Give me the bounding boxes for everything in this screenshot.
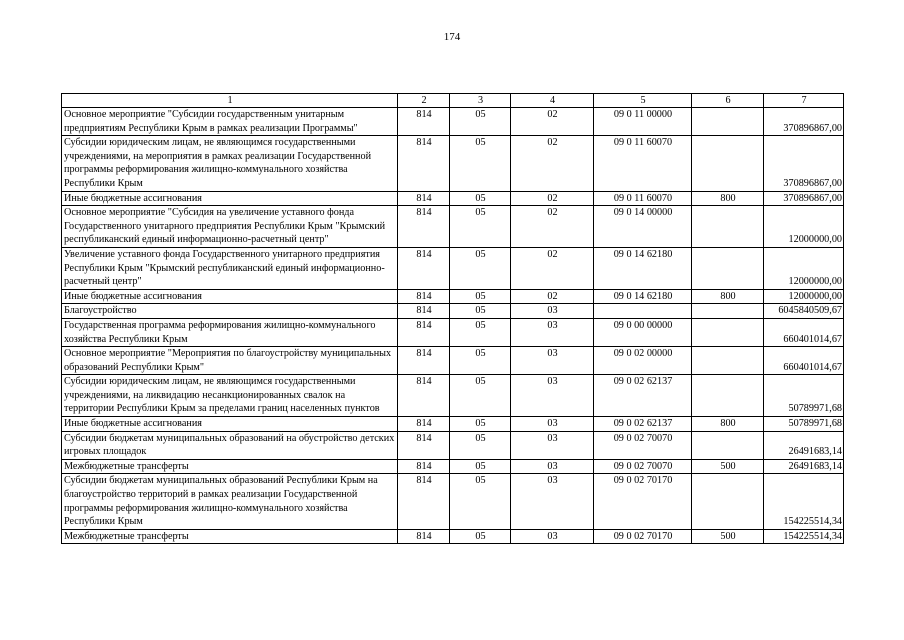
row-amount-cell: 660401014,67 bbox=[764, 347, 844, 375]
row-section-cell: 05 bbox=[450, 247, 511, 289]
header-row bbox=[62, 94, 844, 108]
row-admin-code-cell: 814 bbox=[398, 347, 450, 375]
row-section-cell: 05 bbox=[450, 191, 511, 206]
row-target-code-cell bbox=[594, 304, 692, 319]
row-name-cell: Иные бюджетные ассигнования bbox=[62, 289, 398, 304]
row-section-cell: 05 bbox=[450, 347, 511, 375]
row-subsection-cell: 02 bbox=[511, 289, 594, 304]
header-cell-1: 1 bbox=[62, 94, 398, 108]
header-cell-3: 3 bbox=[450, 94, 511, 108]
row-amount-cell: 26491683,14 bbox=[764, 431, 844, 459]
row-amount-cell: 50789971,68 bbox=[764, 417, 844, 432]
row-name-cell: Иные бюджетные ассигнования bbox=[62, 191, 398, 206]
row-name-cell: Благоустройство bbox=[62, 304, 398, 319]
page-number: 174 bbox=[443, 31, 461, 43]
row-subsection-cell: 03 bbox=[511, 459, 594, 474]
row-section-cell: 05 bbox=[450, 318, 511, 346]
table-row bbox=[62, 459, 844, 474]
row-subsection-cell: 02 bbox=[511, 191, 594, 206]
row-subsection-cell: 02 bbox=[511, 206, 594, 248]
row-expense-type-cell bbox=[692, 247, 764, 289]
row-subsection-cell: 03 bbox=[511, 417, 594, 432]
row-admin-code-cell: 814 bbox=[398, 289, 450, 304]
row-amount-cell: 154225514,34 bbox=[764, 529, 844, 544]
row-expense-type-cell bbox=[692, 347, 764, 375]
row-amount-cell: 154225514,34 bbox=[764, 474, 844, 529]
row-section-cell: 05 bbox=[450, 289, 511, 304]
row-admin-code-cell: 814 bbox=[398, 529, 450, 544]
row-name-cell: Основное мероприятие "Мероприятия по благоустройству муниципальных образований Республики Крым" bbox=[62, 347, 398, 375]
row-section-cell: 05 bbox=[450, 431, 511, 459]
row-admin-code-cell: 814 bbox=[398, 417, 450, 432]
row-target-code-cell: 09 0 02 62137 bbox=[594, 417, 692, 432]
table-row bbox=[62, 191, 844, 206]
row-amount-cell: 370896867,00 bbox=[764, 191, 844, 206]
row-amount-cell: 6045840509,67 bbox=[764, 304, 844, 319]
row-admin-code-cell: 814 bbox=[398, 431, 450, 459]
header-cell-7: 7 bbox=[764, 94, 844, 108]
row-subsection-cell: 02 bbox=[511, 136, 594, 191]
row-target-code-cell: 09 0 02 70170 bbox=[594, 474, 692, 529]
row-name-cell: Межбюджетные трансферты bbox=[62, 459, 398, 474]
header-cell-4: 4 bbox=[511, 94, 594, 108]
row-admin-code-cell: 814 bbox=[398, 108, 450, 136]
row-name-cell: Субсидии юридическим лицам, не являющимся государственными учреждениями, на ликвидацию несанкционированных свалок на территории Республики Крым за пределами границ населенных пунктов bbox=[62, 375, 398, 417]
budget-table bbox=[61, 93, 844, 544]
row-admin-code-cell: 814 bbox=[398, 304, 450, 319]
row-expense-type-cell: 800 bbox=[692, 191, 764, 206]
row-section-cell: 05 bbox=[450, 206, 511, 248]
table-row bbox=[62, 289, 844, 304]
row-expense-type-cell bbox=[692, 431, 764, 459]
row-target-code-cell: 09 0 02 62137 bbox=[594, 375, 692, 417]
row-expense-type-cell bbox=[692, 474, 764, 529]
table-row bbox=[62, 375, 844, 417]
table-row bbox=[62, 474, 844, 529]
table-row bbox=[62, 318, 844, 346]
row-target-code-cell: 09 0 11 60070 bbox=[594, 136, 692, 191]
table-row bbox=[62, 417, 844, 432]
row-admin-code-cell: 814 bbox=[398, 375, 450, 417]
row-section-cell: 05 bbox=[450, 108, 511, 136]
row-name-cell: Увеличение уставного фонда Государственного унитарного предприятия Республики Крым "Крымский республиканский единый информационно-расчетный центр" bbox=[62, 247, 398, 289]
table-row bbox=[62, 431, 844, 459]
row-admin-code-cell: 814 bbox=[398, 136, 450, 191]
row-amount-cell: 370896867,00 bbox=[764, 136, 844, 191]
row-admin-code-cell: 814 bbox=[398, 247, 450, 289]
row-target-code-cell: 09 0 02 00000 bbox=[594, 347, 692, 375]
row-name-cell: Иные бюджетные ассигнования bbox=[62, 417, 398, 432]
row-name-cell: Межбюджетные трансферты bbox=[62, 529, 398, 544]
row-target-code-cell: 09 0 02 70070 bbox=[594, 431, 692, 459]
row-subsection-cell: 03 bbox=[511, 474, 594, 529]
row-target-code-cell: 09 0 11 60070 bbox=[594, 191, 692, 206]
row-amount-cell: 26491683,14 bbox=[764, 459, 844, 474]
row-admin-code-cell: 814 bbox=[398, 191, 450, 206]
row-subsection-cell: 03 bbox=[511, 431, 594, 459]
row-amount-cell: 50789971,68 bbox=[764, 375, 844, 417]
row-admin-code-cell: 814 bbox=[398, 474, 450, 529]
row-expense-type-cell bbox=[692, 206, 764, 248]
row-expense-type-cell bbox=[692, 318, 764, 346]
row-name-cell: Государственная программа реформирования жилищно-коммунального хозяйства Республики Крым bbox=[62, 318, 398, 346]
row-subsection-cell: 03 bbox=[511, 529, 594, 544]
header-cell-2: 2 bbox=[398, 94, 450, 108]
row-expense-type-cell bbox=[692, 375, 764, 417]
row-expense-type-cell: 500 bbox=[692, 529, 764, 544]
row-amount-cell: 370896867,00 bbox=[764, 108, 844, 136]
row-admin-code-cell: 814 bbox=[398, 206, 450, 248]
row-expense-type-cell: 800 bbox=[692, 417, 764, 432]
row-name-cell: Субсидии бюджетам муниципальных образований на обустройство детских игровых площадок bbox=[62, 431, 398, 459]
table-row bbox=[62, 247, 844, 289]
row-name-cell: Субсидии бюджетам муниципальных образований Республики Крым на благоустройство территорий в рамках реализации Государственной программы реформирования жилищно-коммунального хозяйства Республики Крым bbox=[62, 474, 398, 529]
row-target-code-cell: 09 0 11 00000 bbox=[594, 108, 692, 136]
row-expense-type-cell bbox=[692, 108, 764, 136]
header-cell-6: 6 bbox=[692, 94, 764, 108]
row-subsection-cell: 03 bbox=[511, 318, 594, 346]
table-row bbox=[62, 206, 844, 248]
row-target-code-cell: 09 0 02 70170 bbox=[594, 529, 692, 544]
table-row bbox=[62, 529, 844, 544]
row-name-cell: Субсидии юридическим лицам, не являющимся государственными учреждениями, на мероприятия в рамках реализации Государственной программы реформирования жилищно-коммунального хозяйства Республики Крым bbox=[62, 136, 398, 191]
row-subsection-cell: 03 bbox=[511, 375, 594, 417]
row-section-cell: 05 bbox=[450, 474, 511, 529]
row-admin-code-cell: 814 bbox=[398, 318, 450, 346]
row-admin-code-cell: 814 bbox=[398, 459, 450, 474]
row-target-code-cell: 09 0 00 00000 bbox=[594, 318, 692, 346]
header-cell-5: 5 bbox=[594, 94, 692, 108]
row-amount-cell: 12000000,00 bbox=[764, 247, 844, 289]
row-expense-type-cell: 800 bbox=[692, 289, 764, 304]
row-expense-type-cell bbox=[692, 304, 764, 319]
row-expense-type-cell: 500 bbox=[692, 459, 764, 474]
row-section-cell: 05 bbox=[450, 304, 511, 319]
table-row bbox=[62, 108, 844, 136]
row-target-code-cell: 09 0 02 70070 bbox=[594, 459, 692, 474]
row-section-cell: 05 bbox=[450, 375, 511, 417]
row-amount-cell: 12000000,00 bbox=[764, 206, 844, 248]
row-subsection-cell: 02 bbox=[511, 247, 594, 289]
row-target-code-cell: 09 0 14 62180 bbox=[594, 247, 692, 289]
row-name-cell: Основное мероприятие "Субсидия на увеличение уставного фонда Государственного унитарного предприятия Республики Крым "Крымский республиканский единый информационно-расчетный центр" bbox=[62, 206, 398, 248]
row-section-cell: 05 bbox=[450, 417, 511, 432]
budget-table-body bbox=[62, 94, 844, 544]
table-row bbox=[62, 136, 844, 191]
row-subsection-cell: 03 bbox=[511, 347, 594, 375]
table-row bbox=[62, 347, 844, 375]
row-expense-type-cell bbox=[692, 136, 764, 191]
row-section-cell: 05 bbox=[450, 529, 511, 544]
row-subsection-cell: 02 bbox=[511, 108, 594, 136]
row-target-code-cell: 09 0 14 00000 bbox=[594, 206, 692, 248]
table-row bbox=[62, 304, 844, 319]
row-target-code-cell: 09 0 14 62180 bbox=[594, 289, 692, 304]
row-amount-cell: 12000000,00 bbox=[764, 289, 844, 304]
row-section-cell: 05 bbox=[450, 136, 511, 191]
row-subsection-cell: 03 bbox=[511, 304, 594, 319]
row-name-cell: Основное мероприятие "Субсидии государственным унитарным предприятиям Республики Крым в рамках реализации Программы" bbox=[62, 108, 398, 136]
row-section-cell: 05 bbox=[450, 459, 511, 474]
row-amount-cell: 660401014,67 bbox=[764, 318, 844, 346]
